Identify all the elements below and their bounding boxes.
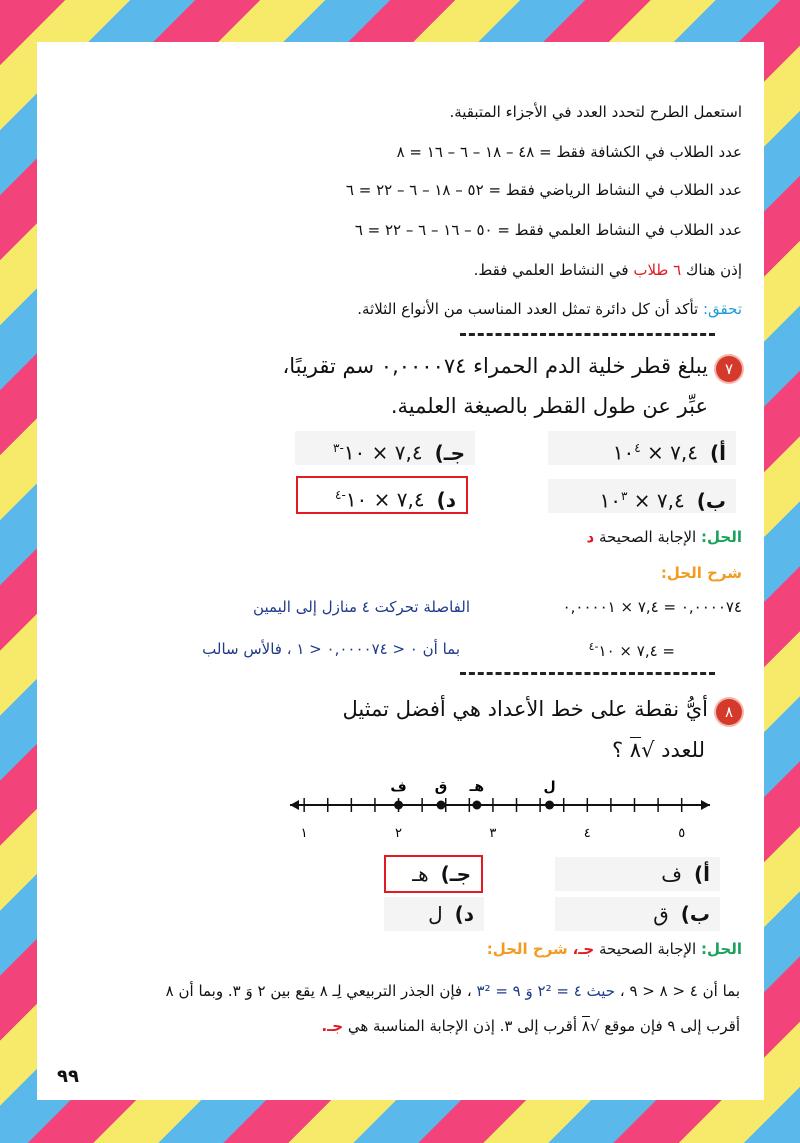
q8-line2: للعدد √٨ ؟	[611, 738, 705, 762]
arrow-right-icon	[701, 800, 710, 810]
q8-option-a[interactable]: أ)ف	[555, 857, 720, 891]
arrow-left-icon	[290, 800, 299, 810]
point-label: ف	[390, 779, 407, 795]
tick-label: ١	[300, 826, 308, 841]
q7-option-a[interactable]: أ)٧,٤ × $١٠^٤$	[548, 431, 736, 465]
q8-option-b[interactable]: ب)ق	[555, 897, 720, 931]
tick-label: ٥	[678, 826, 686, 841]
q8-solution: الحل: الإجابة الصحيحة جـ، شرح الحل:	[486, 940, 742, 958]
q8-option-d[interactable]: د)ل	[384, 897, 484, 931]
q7-step2-note: بما أن ٠ < ٠,٠٠٠٠٧٤ < ١ ، فالأس سالب	[202, 640, 460, 658]
tick-label: ٢	[395, 826, 403, 841]
q7-step2: = ٧,٤ × $١٠^{-٤}$	[588, 640, 675, 660]
text-line: عدد الطلاب في الكشافة فقط = ٤٨ – ١٨ – ٦ – ١٦ = ٨	[396, 143, 742, 161]
q8-number-badge: ٨	[716, 699, 742, 725]
q8-option-c-correct[interactable]: جـ)هـ	[384, 855, 483, 893]
point-label: ق	[434, 779, 448, 795]
page-number: ٩٩	[57, 1066, 79, 1087]
number-line	[280, 770, 720, 850]
q7-option-b[interactable]: ب)٧,٤ × $١٠^٣$	[548, 479, 736, 513]
check-line: تحقق: تأكد أن كل دائرة تمثل العدد المناسب من الأنواع الثلاثة.	[357, 300, 742, 318]
q7-solution: الحل: الإجابة الصحيحة د	[586, 528, 742, 546]
sqrt-symbol: √٨	[629, 738, 655, 762]
q7-explanation-label: شرح الحل:	[660, 564, 742, 582]
q7-line2: عبِّر عن طول القطر بالصيغة العلمية.	[390, 394, 708, 418]
check-label: تحقق:	[702, 300, 742, 318]
sqrt-symbol: √٨	[581, 1017, 600, 1035]
point-marker	[545, 801, 554, 810]
q7-option-c[interactable]: جـ)٧,٤ × $١٠^{-٣}$	[295, 431, 475, 465]
tick-label: ٤	[583, 826, 591, 841]
q8-line1: ٨أيُّ نقطة على خط الأعداد هي أفضل تمثيل	[342, 697, 742, 725]
divider	[460, 333, 715, 336]
divider	[460, 672, 715, 675]
text-line: استعمل الطرح لتحدد العدد في الأجزاء المتبقية.	[449, 103, 742, 121]
q7-step1-note: الفاصلة تحركت ٤ منازل إلى اليمين	[253, 598, 470, 616]
q7-line1: ٧يبلغ قطر خلية الدم الحمراء ٠,٠٠٠٠٧٤ سم تقريبًا،	[282, 354, 742, 382]
q8-explanation-p2: أقرب إلى ٩ فإن موقع √٨ أقرب إلى ٣. إذن الإجابة المناسبة هي جـ.	[321, 1017, 740, 1035]
q7-number-badge: ٧	[716, 356, 742, 382]
q7-option-d-correct[interactable]: د)٧,٤ × $١٠^{-٤}$	[296, 476, 468, 514]
tick-label: ٣	[489, 826, 497, 841]
text-line: عدد الطلاب في النشاط العلمي فقط = ٥٠ – ١٦ – ٦ – ٢٢ = ٦	[354, 221, 742, 239]
point-label: ل	[543, 779, 556, 795]
point-label: هـ	[469, 779, 485, 795]
point-marker	[472, 801, 481, 810]
text-line: عدد الطلاب في النشاط الرياضي فقط = ٥٢ – ١٨ – ٦ – ٢٢ = ٦	[345, 181, 742, 199]
q7-step1: ٠,٠٠٠٠٧٤ = ٧,٤ × ٠,٠٠٠٠١	[562, 598, 742, 616]
q8-explanation-p1: بما أن ٤ < ٨ < ٩ ، حيث ٤ = ٢² وَ ٩ = ٣² ، فإن الجذر التربيعي لِـ ٨ يقع بين ٢ وَ ٣. وبما أن ٨	[165, 982, 740, 1000]
point-marker	[437, 801, 446, 810]
point-marker	[394, 801, 403, 810]
conclusion-line: إذن هناك ٦ طلاب في النشاط العلمي فقط.	[473, 261, 742, 279]
